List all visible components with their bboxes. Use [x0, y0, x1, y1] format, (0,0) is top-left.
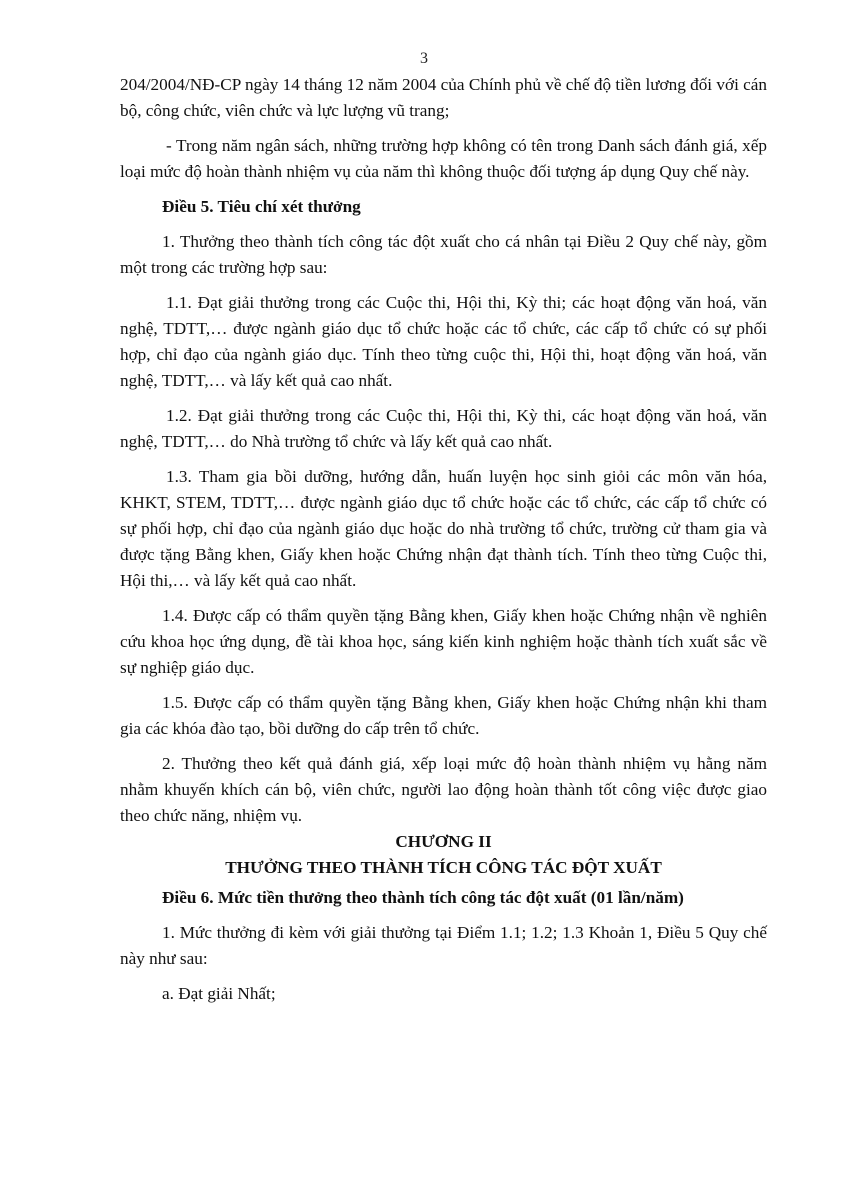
document-body [120, 72, 767, 1007]
chapter-label: CHƯƠNG II [395, 832, 492, 851]
article-5-point-1-5: 1.5. Được cấp có thẩm quyền tặng Bằng khen, Giấy khen hoặc Chứng nhận khi tham gia các khóa đào tạo, bồi dưỡng do cấp trên tổ chức. [120, 693, 767, 738]
article-6-heading: Điều 6. Mức tiền thưởng theo thành tích công tác đột xuất (01 lần/năm) [162, 888, 684, 907]
paragraph-budget-year: - Trong năm ngân sách, những trường hợp không có tên trong Danh sách đánh giá, xếp loại mức độ hoàn thành nhiệm vụ của năm thì không thuộc đối tượng áp dụng Quy chế này. [120, 136, 767, 181]
paragraph-decree-reference: 204/2004/NĐ-CP ngày 14 tháng 12 năm 2004 của Chính phủ về chế độ tiền lương đối với cán bộ, công chức, viên chức và lực lượng vũ trang; [120, 75, 767, 120]
article-5-point-1-2: 1.2. Đạt giải thưởng trong các Cuộc thi, Hội thi, Kỳ thi, các hoạt động văn hoá, văn nghệ, TDTT,… do Nhà trường tổ chức và lấy kết quả cao nhất. [120, 406, 767, 451]
article-6-clause-1: 1. Mức thưởng đi kèm với giải thưởng tại Điểm 1.1; 1.2; 1.3 Khoản 1, Điều 5 Quy chế này như sau: [120, 923, 767, 968]
chapter-title: THƯỞNG THEO THÀNH TÍCH CÔNG TÁC ĐỘT XUẤT [225, 858, 662, 877]
article-5-clause-1: 1. Thưởng theo thành tích công tác đột xuất cho cá nhân tại Điều 2 Quy chế này, gồm một trong các trường hợp sau: [120, 232, 767, 277]
article-5-clause-2: 2. Thưởng theo kết quả đánh giá, xếp loại mức độ hoàn thành nhiệm vụ hằng năm nhằm khuyến khích cán bộ, viên chức, người lao động hoàn thành tốt công việc được giao theo chức năng, nhiệm vụ. [120, 754, 767, 825]
page-number: 3 [420, 50, 428, 67]
article-5-point-1-3: 1.3. Tham gia bồi dưỡng, hướng dẫn, huấn luyện học sinh giỏi các môn văn hóa, KHKT, STEM, TDTT,… được ngành giáo dục tổ chức hoặc các tổ chức, các cấp tổ chức có sự phối hợp, chỉ đạo của ngành giáo dục hoặc do nhà trường tổ chức, trường cử tham gia và được tặng Bằng khen, Giấy khen hoặc Chứng nhận đạt thành tích. Tính theo từng Cuộc thi, Hội thi,… và lấy kết quả cao nhất. [120, 467, 767, 590]
article-5-point-1-4: 1.4. Được cấp có thẩm quyền tặng Bằng khen, Giấy khen hoặc Chứng nhận về nghiên cứu khoa học ứng dụng, đề tài khoa học, sáng kiến kinh nghiệm hoặc thành tích xuất sắc về sự nghiệp giáo dục. [120, 606, 767, 677]
article-6-item-a: a. Đạt giải Nhất; [162, 984, 276, 1003]
article-5-point-1-1: 1.1. Đạt giải thưởng trong các Cuộc thi, Hội thi, Kỳ thi; các hoạt động văn hoá, văn nghệ, TDTT,… được ngành giáo dục tổ chức hoặc các tổ chức, các cấp tổ chức có sự phối hợp, chỉ đạo của ngành giáo dục. Tính theo từng cuộc thi, Hội thi, hoạt động văn hoá, văn nghệ, TDTT,… và lấy kết quả cao nhất. [120, 293, 767, 390]
article-5-heading: Điều 5. Tiêu chí xét thưởng [162, 197, 361, 216]
